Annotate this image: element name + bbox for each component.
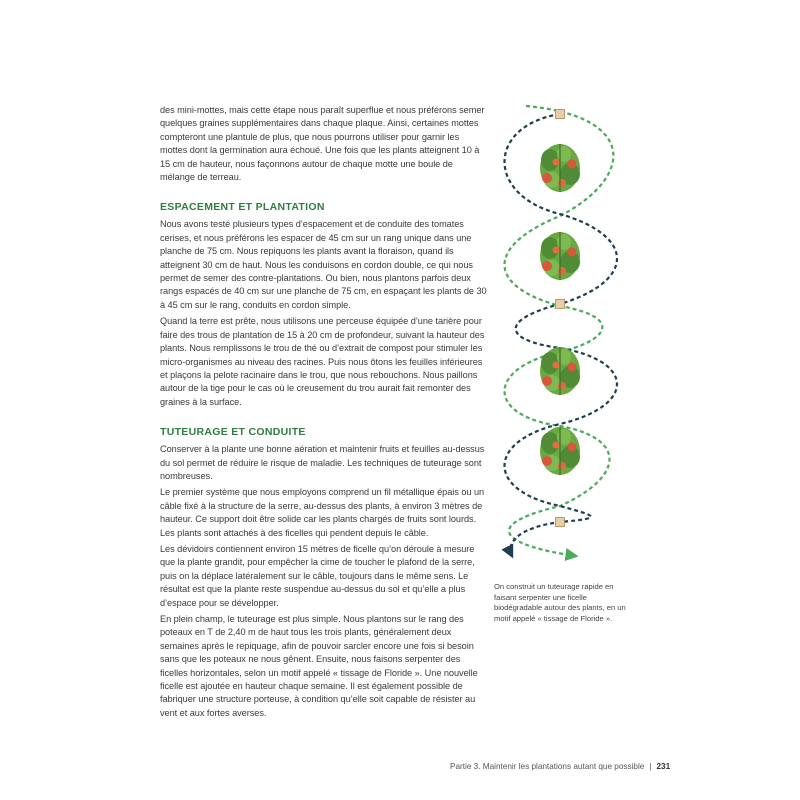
intro-paragraph: des mini-mottes, mais cette étape nous paraît superflue et nous préférons semer quelques graines supplémentaires dans chaque plaque. Ainsi, certaines mottes compteront une plantule de plus, que nous pourrons utiliser pour garnir les mottes dont la germination aura échoué. Une fois que les plants atteignent 10 à 15 cm de hauteur, nous façonnons autour de chaque motte une boule de mélange de terreau. <box>160 105 485 183</box>
paragraph: En plein champ, le tuteurage est plus simple. Nous plantons sur le rang des poteaux en T de 2,40 m de haut tous les trois plants, généralement deux semaines après le repiquage, afin de pouvoir sarcler encore une fois si besoin sans que les poteaux ne nous gênent. Ensuite, nous faisons serpenter des ficelles horizontales, selon un motif appelé « tissage de Floride ». Une nouvelle ficelle est ajoutée en hauteur chaque semaine. Il est également possible de fabriquer une structure porteuse, à condition qu’elle soit capable de résister au vent et aux fortes averses. <box>160 614 478 718</box>
footer-separator: | <box>649 762 652 771</box>
stake-icon <box>556 518 565 527</box>
florida-weave-illustration <box>496 86 626 572</box>
section-heading-staking: TUTEURAGE ET CONDUITE <box>160 426 306 439</box>
page-footer <box>450 762 671 771</box>
paragraph: Nous avons testé plusieurs types d’espacement et de conduite des tomates cerises, et nous préférons les espacer de 45 cm sur un rang unique dans une planche de 75 cm. Nous repiquons les plants avant la floraison, quand ils atteignent 30 cm de haut. Nous les conduisons en cordon double, ce qui nous permet de semer des contre-plantations. Ou bien, nous plantons parfois deux rangs espacés de 40 cm sur une planche de 75 cm, en espaçant les plants de 30 à 45 cm sur le rang, conduits en cordon simple. <box>160 219 487 310</box>
tomato-plant-icon <box>540 232 580 280</box>
paragraph: Conserver à la plante une bonne aération et maintenir fruits et feuilles au-dessus du sol permet de réduire le risque de maladie. Les techniques de tuteurage sont nombreuses. <box>160 444 485 481</box>
stake-icon <box>556 300 565 309</box>
paragraph: Le premier système que nous employons comprend un fil métallique épais ou un câble fixé à la structure de la serre, au-dessus des plants, à environ 3 mètres de hauteur. Ce support doit être solide car les plants chargés de fruits sont lourds. Les plants sont attachés à des ficelles qui pendent depuis le câble. <box>160 487 485 538</box>
figure-caption: On construit un tuteurage rapide en faisant serpenter une ficelle biodégradable autour des plants, en un motif appelé « tissage de Floride ». <box>494 582 626 623</box>
main-text-column <box>160 104 488 723</box>
section-heading-spacing: ESPACEMENT ET PLANTATION <box>160 201 325 214</box>
tomato-plant-icon <box>540 347 580 395</box>
tomato-plant-icon <box>540 427 580 475</box>
running-title: Partie 3. Maintenir les plantations autant que possible <box>450 762 645 771</box>
paragraph: Les dévidoirs contiennent environ 15 mètres de ficelle qu’on déroule à mesure que la plante grandit, pour empêcher la cime de toucher le plafond de la serre, puis on la déplace latéralement sur le câble, toujours dans le même sens. Le résultat est que la plante reste suspendue au-dessus du sol et qu’elle a plus d’espace pour se développer. <box>160 543 475 608</box>
paragraph: Quand la terre est prête, nous utilisons une perceuse équipée d’une tarière pour faire des trous de plantation de 15 à 20 cm de profondeur, suivant la hauteur des plants. Nous remplissons le trou de thé ou d’extrait de compost pour stimuler les micro-organismes au niveau des racines. Puis nous ôtons les feuilles inférieures et plaçons la pelote racinaire dans le trou, que nous rebouchons. Nous paillons autour de la tige pour le cas où le creusement du trou aurait fait remonter des graines à la surface. <box>160 316 485 407</box>
tomato-plant-icon <box>540 144 580 192</box>
stake-icon <box>556 110 565 119</box>
page-number: 231 <box>656 762 671 771</box>
